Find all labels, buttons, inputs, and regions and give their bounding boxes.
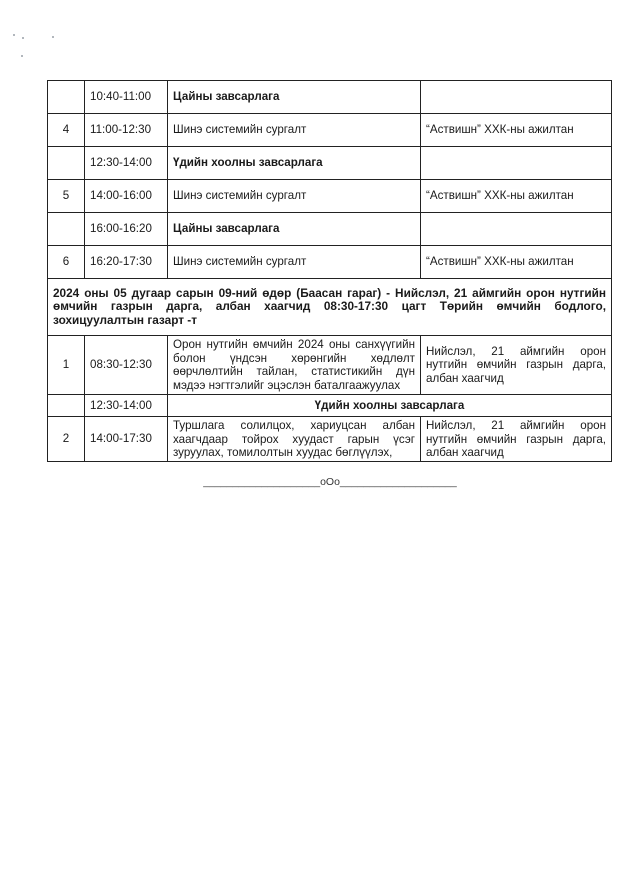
responsible-cell: “Аствишн” ХХК-ны ажилтан <box>421 180 612 213</box>
responsible-cell <box>421 417 612 462</box>
day-heading-row <box>48 279 612 336</box>
table-row <box>48 213 612 246</box>
row-number <box>48 213 85 246</box>
table-row <box>48 180 612 213</box>
scan-specks <box>0 0 80 60</box>
responsible-cell <box>421 213 612 246</box>
row-number: 1 <box>48 336 85 395</box>
dash-line-left: ____________________ <box>203 476 321 488</box>
time-cell: 16:00-16:20 <box>85 213 168 246</box>
responsible-cell <box>421 81 612 114</box>
time-cell: 08:30-12:30 <box>85 336 168 395</box>
table-row <box>48 81 612 114</box>
responsible-cell: “Аствишн” ХХК-ны ажилтан <box>421 246 612 279</box>
topic-cell: Цайны завсарлага <box>168 213 421 246</box>
end-mark: oOo <box>320 476 340 488</box>
topic-cell <box>168 336 421 395</box>
break-label: Үдийн хоолны завсарлага <box>168 395 612 417</box>
dash-line-right: ____________________ <box>339 476 457 488</box>
table-row <box>48 246 612 279</box>
day-heading: 2024 оны 05 дугаар сарын 09-ний өдөр (Баасан гараг) - Нийслэл, 21 аймгийн орон нутгийн өмчийн газрын дарга, албан хаагчид 08:30-17:30 цагт Төрийн өмчийн бодлого, зохицуулалтын газарт -т <box>48 279 612 336</box>
table-row <box>48 114 612 147</box>
topic-cell <box>168 417 421 462</box>
table-row <box>48 336 612 395</box>
table-row <box>48 147 612 180</box>
row-number: 6 <box>48 246 85 279</box>
schedule-table <box>47 80 612 462</box>
row-number <box>48 147 85 180</box>
table-row <box>48 395 612 417</box>
topic-cell: Шинэ системийн сургалт <box>168 114 421 147</box>
time-cell: 16:20-17:30 <box>85 246 168 279</box>
topic-cell: Шинэ системийн сургалт <box>168 180 421 213</box>
time-cell: 11:00-12:30 <box>85 114 168 147</box>
topic-cell: Үдийн хоолны завсарлага <box>168 147 421 180</box>
row-number <box>48 395 85 417</box>
row-number <box>48 81 85 114</box>
topic-text: Туршлага солилцох, хариуцсан албан хаагчдаар тойрох хуудаст гарын үсэг зуруулах, томилолтын хуудас бөглүүлэх, <box>173 419 415 459</box>
row-number: 4 <box>48 114 85 147</box>
time-cell: 12:30-14:00 <box>85 395 168 417</box>
time-cell: 14:00-16:00 <box>85 180 168 213</box>
row-number: 5 <box>48 180 85 213</box>
topic-cell: Цайны завсарлага <box>168 81 421 114</box>
topic-cell: Шинэ системийн сургалт <box>168 246 421 279</box>
topic-text: Орон нутгийн өмчийн 2024 оны санхүүгийн болон үндсэн хөрөнгийн хөдлөлт өөрчлөлтийн тайлан, статистикийн дүн мэдээ нэгтгэлийг эцэслэн баталгаажуулах <box>173 338 415 392</box>
time-cell: 14:00-17:30 <box>85 417 168 462</box>
time-cell: 12:30-14:00 <box>85 147 168 180</box>
row-number: 2 <box>48 417 85 462</box>
responsible-cell <box>421 147 612 180</box>
responsible-cell: Нийслэл, 21 аймгийн орон нутгийн өмчийн газрын дарга, албан хаагчид <box>421 336 612 395</box>
responsible-text: Нийслэл, 21 аймгийн орон нутгийн өмчийн газрын дарга, албан хаагчид <box>426 419 606 459</box>
responsible-cell: “Аствишн” ХХК-ны ажилтан <box>421 114 612 147</box>
table-row <box>48 417 612 462</box>
time-cell: 10:40-11:00 <box>85 81 168 114</box>
end-of-document-mark <box>160 476 500 488</box>
